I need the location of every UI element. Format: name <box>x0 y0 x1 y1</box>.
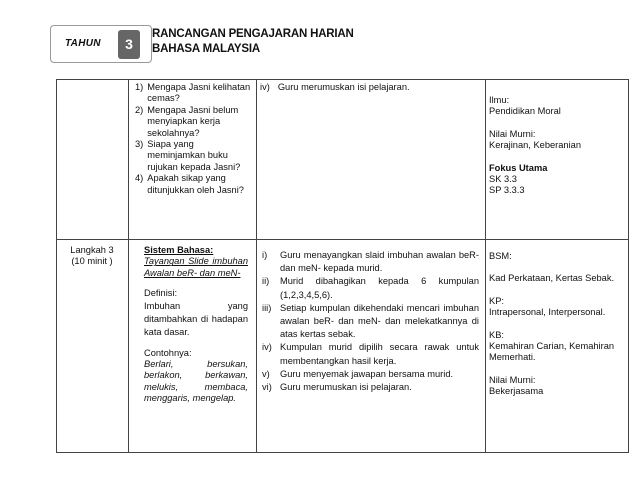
activity-list-row2 <box>262 249 479 394</box>
kb-label: KB: <box>489 329 504 340</box>
fokus-label: Fokus Utama <box>489 162 548 173</box>
step-cell <box>58 245 126 268</box>
content-cell-row2 <box>144 245 248 405</box>
list-item: 2) Mengapa Jasni belum menyiapkan kerja sekolahnya? <box>135 104 239 138</box>
sistem-bahasa-label: Sistem Bahasa: <box>144 245 214 255</box>
nilai-value: Kerajinan, Keberanian <box>489 140 582 151</box>
sp-value: SP 3.3.3 <box>489 185 525 196</box>
table-bottom-border <box>56 452 629 453</box>
title-line-2: BAHASA MALAYSIA <box>152 43 260 55</box>
notes-cell-row2 <box>489 251 625 398</box>
activity-cell-row1 <box>260 82 480 93</box>
activity-cell-row2 <box>262 249 479 394</box>
step-label: Langkah 3 <box>70 245 114 255</box>
questions-list <box>135 82 251 196</box>
definisi-text: Imbuhan yang ditambahkan di hadapan kata dasar. <box>144 300 248 337</box>
table-top-border <box>56 79 629 80</box>
list-item: v) Guru menyemak jawapan bersama murid. <box>262 368 454 379</box>
bsm-label: BSM: <box>489 251 512 261</box>
list-item: 1) Mengapa Jasni kelihatan cemas? <box>135 82 251 104</box>
step-duration: (10 minit ) <box>71 256 113 267</box>
table-left-border <box>56 79 57 453</box>
kp-label: KP: <box>489 295 504 306</box>
column-divider-2 <box>256 79 257 453</box>
list-item: iv) Guru merumuskan isi pelajaran. <box>260 82 410 92</box>
nilai-murni-value: Bekerjasama <box>489 386 544 397</box>
tayangan-text: Tayangan Slide imbuhan Awalan beR- dan meN- <box>144 256 248 278</box>
row-divider <box>56 239 629 240</box>
document-title <box>152 27 354 57</box>
table-right-border <box>628 79 629 453</box>
title-line-1: RANCANGAN PENGAJARAN HARIAN <box>152 28 354 40</box>
kp-value: Intrapersonal, Interpersonal. <box>489 307 606 318</box>
list-item: 4) Apakah sikap yang ditunjukkan oleh Jasni? <box>135 173 244 195</box>
list-item: iv) Kumpulan murid dipilih secara rawak untuk membentangkan hasil kerja. <box>262 342 479 366</box>
contoh-text: Berlari, bersukan, berlakon, berkawan, melukis, membaca, menggaris, mengelap. <box>144 359 248 404</box>
sk-value: SK 3.3 <box>489 174 517 185</box>
column-divider-3 <box>485 79 486 453</box>
ilmu-value: Pendidikan Moral <box>489 106 561 117</box>
column-divider-1 <box>128 79 129 453</box>
list-item: i) Guru menayangkan slaid imbuhan awalan beR- dan meN- kepada murid. <box>262 250 479 274</box>
activity-list-row1 <box>260 82 480 93</box>
tahun-label: TAHUN <box>65 38 101 49</box>
list-item: 3) Siapa yang meminjamkan buku rujukan kepada Jasni? <box>135 139 241 172</box>
notes-cell-row1 <box>489 95 625 197</box>
list-item: iii) Setiap kumpulan dikehendaki mencari imbuhan awalan beR- dan meN- dan melekatkannya di atas kertas sebak. <box>262 302 479 340</box>
contoh-label: Contohnya: <box>144 347 192 358</box>
questions-cell <box>135 82 251 196</box>
list-item: vi) Guru merumuskan isi pelajaran. <box>262 382 412 393</box>
kb-value: Kemahiran Carian, Kemahiran Memerhati. <box>489 341 615 363</box>
list-item: ii) Murid dibahagikan kepada 6 kumpulan (1,2,3,4,5,6). <box>262 276 479 300</box>
nilai-label: Nilai Murni: <box>489 128 536 139</box>
nilai-murni-label: Nilai Murni: <box>489 374 536 385</box>
definisi-label: Definisi: <box>144 288 178 299</box>
bsm-value: Kad Perkataan, Kertas Sebak. <box>489 273 615 284</box>
year-number-badge: 3 <box>118 30 140 59</box>
ilmu-label: Ilmu: <box>489 95 510 105</box>
